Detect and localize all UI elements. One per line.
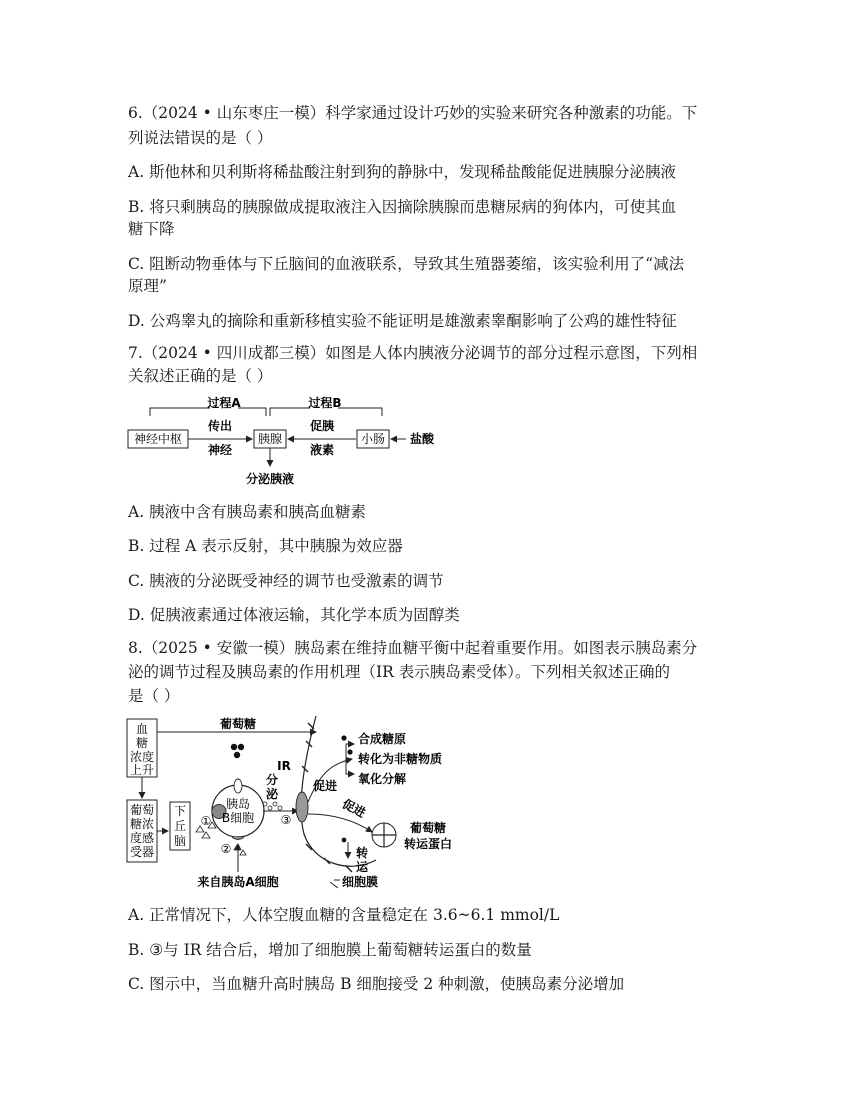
beta-cell-top-receptor (234, 779, 242, 793)
from-a-cell-label: 来自胰岛A细胞 (197, 875, 279, 889)
glucose-rise-text-4: 上升 (129, 763, 155, 777)
q7-option-d: D. 促胰液素通过体液运输，其化学本质为固醇类 (128, 606, 460, 624)
secrete-label-1: 分 (265, 773, 279, 787)
insulin-granule (278, 806, 282, 810)
beta-cell-label-1: 胰岛 (225, 797, 251, 811)
marker-2: ② (220, 842, 232, 856)
glucose-label: 葡萄糖 (219, 717, 257, 731)
beta-cell-label-2: B细胞 (221, 811, 255, 825)
receptor-text-3: 度感 (129, 831, 155, 845)
transport-label-2: 运 (356, 860, 369, 874)
membrane-label: 细胞膜 (342, 875, 379, 889)
q6-option-d: D. 公鸡睾丸的摘除和重新移植实验不能证明是雄激素睾酮影响了公鸡的雄性特征 (128, 312, 677, 330)
insulin-regulation-diagram (120, 714, 500, 894)
ir-label: IR (277, 759, 291, 773)
q8-stem-line-3: 是（ ） (128, 687, 180, 705)
intestine-label: 小肠 (360, 432, 386, 446)
secrete-label-2: 泌 (265, 787, 279, 801)
q7-stem-line-1: 7.（2024 • 四川成都三模）如图是人体内胰液分泌调节的部分过程示意图，下列相 (128, 344, 698, 362)
q7-option-b: B. 过程 A 表示反射，其中胰腺为效应器 (128, 537, 403, 555)
q6-option-b-line-1: B. 将只剩胰岛的胰腺做成提取液注入因摘除胰腺而患糖尿病的狗体内，可使其血 (128, 198, 677, 216)
effect-glycogen: 合成糖原 (358, 732, 407, 746)
glucose-rise-text-3: 浓度 (129, 750, 155, 764)
effect-nonsugar: 转化为非糖物质 (358, 752, 443, 766)
glucose-dot (234, 752, 240, 758)
secretin-label-1: 促胰 (309, 419, 335, 433)
efferent-nerve-label-1: 传出 (207, 419, 233, 433)
transport-label-1: 转 (356, 846, 369, 860)
glucose-dot (238, 744, 244, 750)
process-b-label: 过程B (308, 396, 342, 410)
membrane-pointer (330, 880, 340, 888)
pancreas-label: 胰腺 (257, 432, 283, 446)
q6-stem-line-2: 列说法错误的是（ ） (128, 129, 273, 147)
q8-stem-line-2: 泌的调节过程及胰岛素的作用机理（IR 表示胰岛素受体）。下列相关叙述正确的 (128, 663, 670, 681)
q6-option-a: A. 斯他林和贝利斯将稀盐酸注射到狗的静脉中，发现稀盐酸能促进胰腺分泌胰液 (128, 163, 677, 181)
pancreatic-juice-diagram (120, 392, 450, 492)
glucose-dot (231, 744, 237, 750)
marker-1: ① (200, 814, 212, 828)
q8-option-c: C. 图示中，当血糖升高时胰岛 B 细胞接受 2 种刺激，使胰岛素分泌增加 (128, 975, 625, 993)
insulin-granule (268, 806, 272, 810)
secretin-label-2: 液素 (309, 443, 335, 457)
q6-option-c-line-1: C. 阻断动物垂体与下丘脑间的血液联系，导致其生殖器萎缩，该实验利用了“减法 (128, 255, 685, 273)
q7-stem-line-2: 关叙述正确的是（ ） (128, 367, 273, 385)
q8-option-b: B. ③与 IR 结合后，增加了细胞膜上葡萄糖转运蛋白的数量 (128, 941, 532, 959)
glucagon-icon (234, 845, 246, 855)
nerve-center-label: 神经中枢 (133, 432, 183, 446)
acid-label: 盐酸 (410, 432, 435, 446)
transporter-label-2: 转运蛋白 (403, 837, 453, 851)
q7-option-c: C. 胰液的分泌既受神经的调节也受激素的调节 (128, 572, 444, 590)
hypothalamus-text-3: 脑 (173, 834, 187, 848)
effect-oxidation: 氧化分解 (358, 772, 407, 786)
beta-cell-bottom-receptor (232, 837, 244, 839)
q7-option-a: A. 胰液中含有胰岛素和胰高血糖素 (128, 503, 367, 521)
promote-label-1: 促进 (312, 779, 338, 793)
receptor-text-2: 糖浓 (129, 817, 155, 831)
promote-label-2: 促进 (339, 796, 368, 821)
insulin-granule (273, 802, 277, 806)
transporter-label-1: 葡萄糖 (409, 821, 447, 835)
receptor-text-1: 葡萄 (129, 803, 155, 817)
q8-stem-line-1: 8.（2025 • 安徽一模）胰岛素在维持血糖平衡中起着重要作用。如图表示胰岛素分 (128, 639, 698, 657)
glucose-rise-text-2: 糖 (135, 736, 149, 750)
glucose-rise-text-1: 血 (135, 722, 149, 736)
q8-option-a: A. 正常情况下，人体空腹血糖的含量稳定在 3.6~6.1 mmol/L (128, 906, 560, 924)
receptor-text-4: 受器 (129, 845, 155, 859)
glucose-dot (341, 735, 346, 740)
secretion-label: 分泌胰液 (245, 472, 295, 486)
hypothalamus-text-2: 丘 (173, 819, 187, 833)
hypothalamus-text-1: 下 (173, 804, 187, 818)
q6-option-b-line-2: 糖下降 (128, 220, 175, 238)
effects-bracket (346, 744, 352, 774)
marker-3: ③ (280, 813, 292, 827)
insulin-receptor (296, 792, 308, 822)
glucose-dot (342, 838, 347, 843)
q6-option-c-line-2: 原理” (128, 277, 167, 295)
glucose-dot (347, 749, 352, 754)
efferent-nerve-label-2: 神经 (207, 443, 233, 457)
q6-stem-line-1: 6.（2024 • 山东枣庄一模）科学家通过设计巧妙的实验来研究各种激素的功能。下 (128, 104, 698, 122)
process-a-label: 过程A (207, 396, 241, 410)
